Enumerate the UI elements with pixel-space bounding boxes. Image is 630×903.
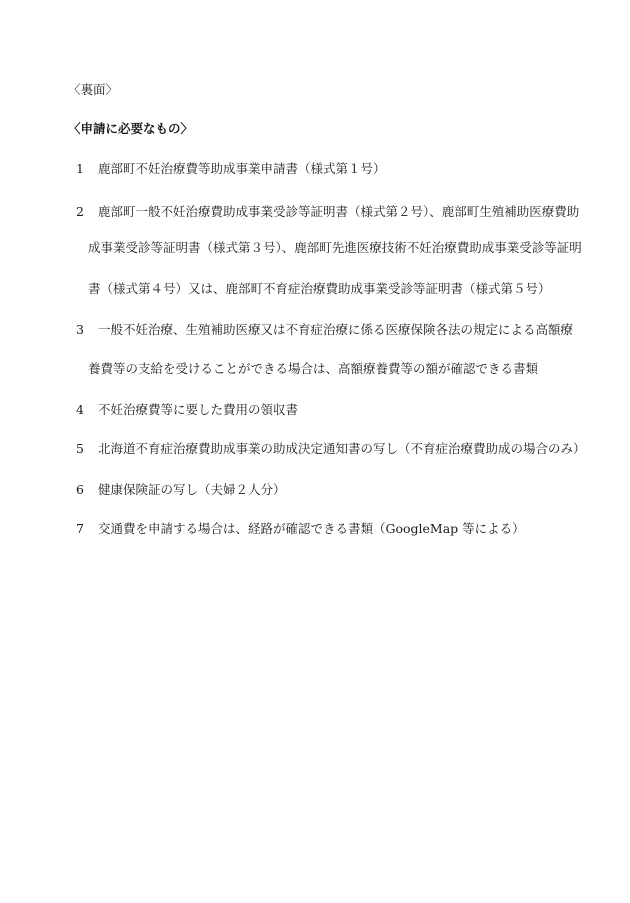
list-item-6	[76, 482, 286, 498]
item-number: 3	[76, 322, 84, 337]
item-text: 鹿部町不妊治療費等助成事業申請書（様式第１号）	[98, 161, 386, 176]
item-text: 不妊治療費等に要した費用の領収書	[98, 402, 299, 417]
item-number: 7	[76, 521, 84, 536]
list-item-5	[76, 441, 586, 457]
item-number: 2	[76, 204, 84, 219]
item-number: 4	[76, 402, 84, 417]
item-text: 一般不妊治療、生殖補助医療又は不育症治療に係る医療保険各法の規定による高額療	[98, 322, 574, 337]
section-heading: 〈申請に必要なもの〉	[68, 121, 194, 136]
side-label: 〈裏面〉	[68, 82, 119, 97]
item-text: 鹿部町一般不妊治療費助成事業受診等証明書（様式第２号）、鹿部町生殖補助医療費助	[98, 204, 580, 219]
item-text: 交通費を申請する場合は、経路が確認できる書類（GoogleMap 等による）	[98, 521, 525, 536]
list-item-2-continuation-1: 成事業受診等証明書（様式第３号）、鹿部町先進医療技術不妊治療費助成事業受診等証明	[88, 240, 582, 255]
list-item-1	[76, 161, 386, 177]
list-item-4	[76, 402, 298, 418]
item-number: 1	[76, 161, 84, 176]
list-item-3-continuation: 養費等の支給を受けることができる場合は、高額療養費等の額が確認できる書類	[88, 361, 539, 376]
list-item-2	[76, 204, 579, 220]
item-number: 5	[76, 441, 84, 456]
item-text: 北海道不育症治療費助成事業の助成決定通知書の写し（不育症治療費助成の場合のみ）	[98, 441, 586, 456]
item-text: 健康保険証の写し（夫婦２人分）	[98, 482, 286, 497]
list-item-3	[76, 322, 573, 338]
list-item-2-continuation-2: 書（様式第４号）又は、鹿部町不育症治療費助成事業受診等証明書（様式第５号）	[88, 281, 551, 296]
item-number: 6	[76, 482, 84, 497]
list-item-7	[76, 521, 525, 537]
